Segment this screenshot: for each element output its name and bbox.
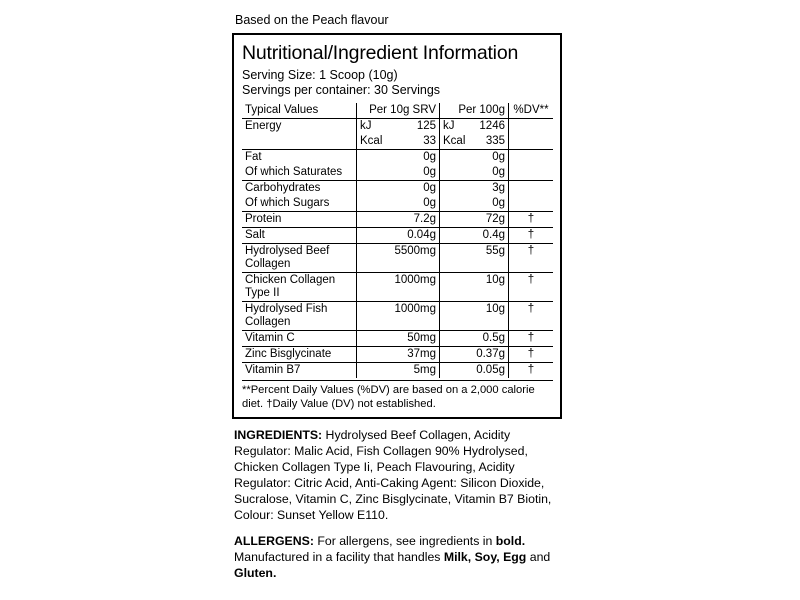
allergens-text-1: For allergens, see ingredients in — [313, 534, 496, 548]
energy-kj-unit-2: kJ — [443, 120, 455, 132]
table-row — [242, 363, 553, 379]
row-dv: † — [509, 302, 554, 331]
energy-100g-kj — [440, 119, 509, 135]
row-per-serving: 0g — [357, 196, 440, 212]
row-label: Vitamin B7 — [242, 363, 357, 379]
header-daily-value: %DV** — [509, 103, 554, 119]
energy-kcal-unit: Kcal — [360, 135, 383, 147]
label-panel — [232, 12, 562, 581]
table-row — [242, 273, 553, 302]
row-per-100g: 55g — [440, 244, 509, 273]
table-row — [242, 196, 553, 212]
row-label-energy-kcal-blank — [242, 134, 357, 150]
row-dv — [509, 150, 554, 166]
energy-srv-kcal-value: 33 — [423, 135, 436, 147]
row-per-serving: 5mg — [357, 363, 440, 379]
energy-kcal-dv — [509, 134, 554, 150]
energy-srv-kj — [357, 119, 440, 135]
row-label: Hydrolysed Fish Collagen — [242, 302, 357, 331]
row-dv: † — [509, 363, 554, 379]
daily-value-footnote: **Percent Daily Values (%DV) are based on a 2,000 calorie diet. †Daily Value (DV) not established. — [242, 380, 553, 411]
energy-100g-kcal-value: 335 — [485, 135, 505, 147]
allergens-text-2: Manufactured in a facility that handles — [234, 550, 444, 564]
row-label: Salt — [242, 228, 357, 244]
row-dv: † — [509, 228, 554, 244]
table-row — [242, 347, 553, 363]
row-per-100g: 0g — [440, 165, 509, 181]
header-per-100g: Per 100g — [440, 103, 509, 119]
energy-kcal-unit-2: Kcal — [443, 135, 466, 147]
row-label: Hydrolysed Beef Collagen — [242, 244, 357, 273]
ingredients-block — [234, 427, 562, 523]
allergens-bold-3: Gluten. — [234, 566, 277, 580]
row-per-serving: 0g — [357, 181, 440, 197]
nutrition-facts-box — [232, 33, 562, 419]
energy-kj-unit: kJ — [360, 120, 372, 132]
energy-srv-kj-value: 125 — [416, 120, 436, 132]
row-dv: † — [509, 273, 554, 302]
table-row-energy — [242, 119, 553, 135]
row-per-100g: 0.4g — [440, 228, 509, 244]
row-per-100g: 0g — [440, 196, 509, 212]
row-per-serving: 7.2g — [357, 212, 440, 228]
allergens-heading: ALLERGENS: — [234, 534, 314, 548]
row-per-serving: 1000mg — [357, 273, 440, 302]
row-per-100g: 10g — [440, 302, 509, 331]
allergens-bold-2: Milk, Soy, Egg — [443, 550, 527, 564]
header-typical-values: Typical Values — [242, 103, 357, 119]
table-header-row — [242, 103, 553, 119]
row-dv: † — [509, 244, 554, 273]
row-per-100g: 0.37g — [440, 347, 509, 363]
table-row — [242, 165, 553, 181]
energy-100g-kj-value: 1246 — [479, 120, 505, 132]
row-label: Of which Saturates — [245, 166, 343, 178]
servings-per-container-line: Servings per container: 30 Servings — [242, 83, 441, 97]
serving-size-line: Serving Size: 1 Scoop (10g) — [242, 68, 398, 82]
row-dv: † — [509, 331, 554, 347]
energy-srv-kcal — [357, 134, 440, 150]
row-per-serving: 0g — [357, 150, 440, 166]
row-per-serving: 50mg — [357, 331, 440, 347]
row-dv — [509, 165, 554, 181]
row-per-serving: 5500mg — [357, 244, 440, 273]
nutrition-table — [242, 103, 553, 378]
row-per-serving: 0.04g — [357, 228, 440, 244]
table-row — [242, 228, 553, 244]
row-per-100g: 3g — [440, 181, 509, 197]
row-per-serving: 0g — [357, 165, 440, 181]
table-row — [242, 331, 553, 347]
energy-dv — [509, 119, 554, 135]
label-title: Nutritional/Ingredient Information — [242, 42, 519, 64]
ingredients-heading: INGREDIENTS: — [234, 428, 323, 442]
table-row — [242, 244, 553, 273]
row-label: Vitamin C — [242, 331, 357, 347]
table-row — [242, 150, 553, 166]
based-on-flavour-note: Based on the Peach flavour — [235, 13, 389, 27]
table-row — [242, 181, 553, 197]
table-row — [242, 302, 553, 331]
row-per-100g: 72g — [440, 212, 509, 228]
ingredients-text: Hydrolysed Beef Collagen, Acidity Regulator: Malic Acid, Fish Collagen 90% Hydrolysed, Chicken Collagen Type Ii, Peach Flavouring, Acidity Regulator: Citric Acid, Anti-Caking Agent: Silicon Dioxide, Sucralose, Vitamin C, Zinc Bisglycinate, Vitamin B7 Biotin, Colour: Sunset Yellow E110. — [234, 428, 552, 522]
table-row-energy-kcal — [242, 134, 553, 150]
row-dv: † — [509, 347, 554, 363]
table-row — [242, 212, 553, 228]
row-label: Of which Sugars — [245, 197, 330, 209]
row-label: Zinc Bisglycinate — [242, 347, 357, 363]
row-per-100g: 0.05g — [440, 363, 509, 379]
allergens-block — [234, 533, 562, 581]
row-dv — [509, 196, 554, 212]
row-per-serving: 1000mg — [357, 302, 440, 331]
allergens-bold-1: bold. — [495, 534, 526, 548]
row-label: Fat — [242, 150, 357, 166]
row-label-energy: Energy — [245, 120, 282, 132]
header-per-serving: Per 10g SRV — [357, 103, 440, 119]
row-label: Carbohydrates — [242, 181, 357, 197]
row-label: Protein — [242, 212, 357, 228]
row-per-100g: 0g — [440, 150, 509, 166]
row-per-100g: 0.5g — [440, 331, 509, 347]
row-label: Chicken Collagen Type II — [242, 273, 357, 302]
row-per-100g: 10g — [440, 273, 509, 302]
row-dv — [509, 181, 554, 197]
allergens-text-3: and — [526, 550, 551, 564]
row-dv: † — [509, 212, 554, 228]
row-per-serving: 37mg — [357, 347, 440, 363]
energy-100g-kcal — [440, 134, 509, 150]
